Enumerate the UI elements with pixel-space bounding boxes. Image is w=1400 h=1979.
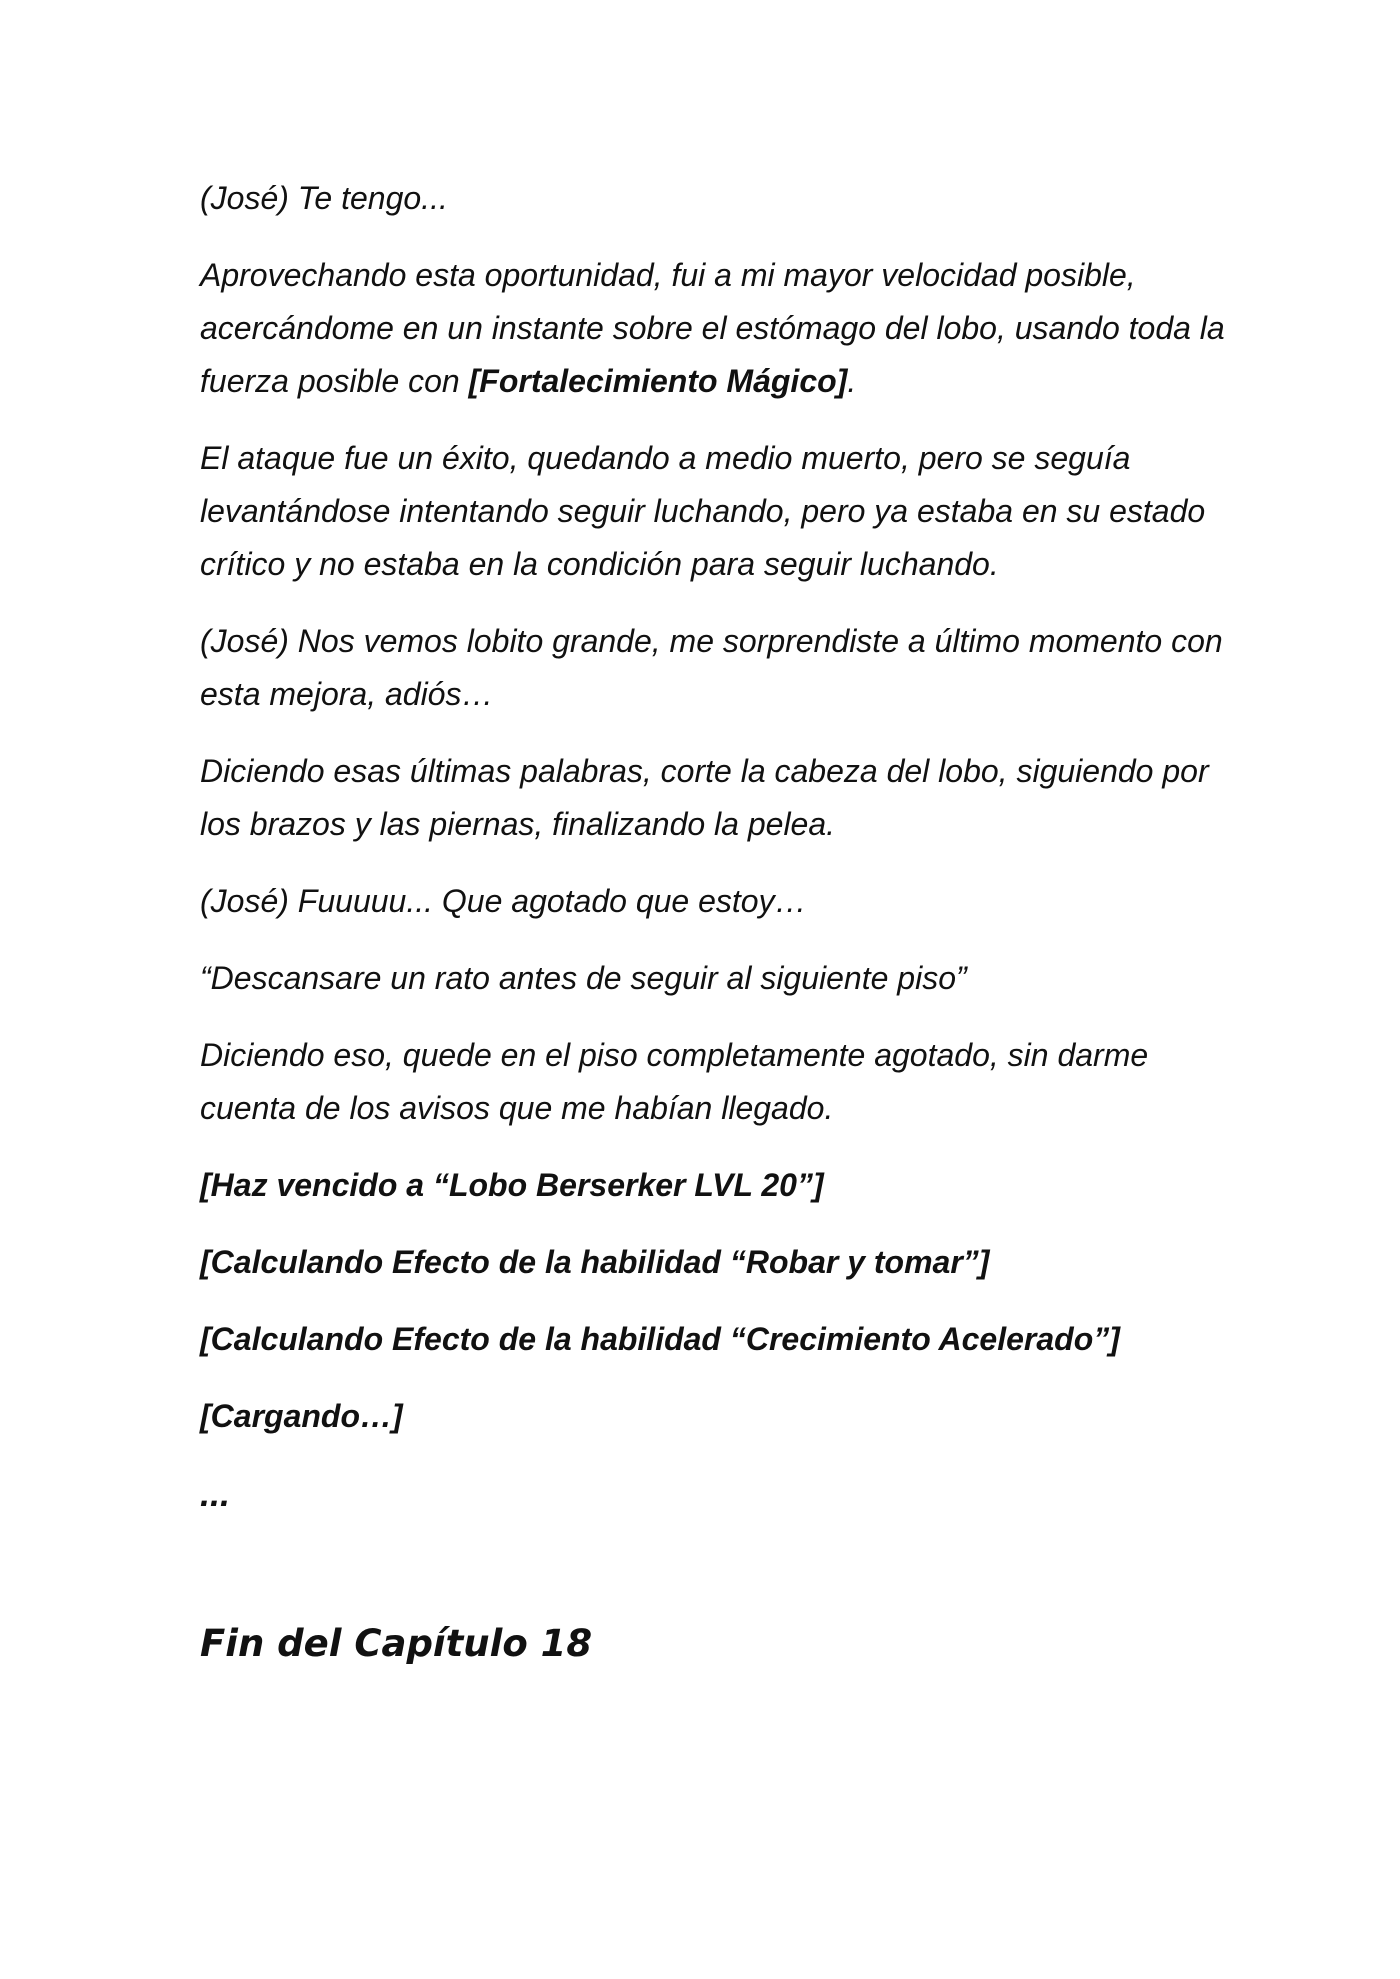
- paragraph: (José) Fuuuuu... Que agotado que estoy…: [200, 883, 807, 919]
- chapter-end-title: Fin del Capítulo 18: [200, 1622, 593, 1665]
- system-message: [Haz vencido a “Lobo Berserker LVL 20”]: [200, 1167, 824, 1203]
- paragraph: (José) Te tengo...: [200, 180, 448, 216]
- ellipsis: ...: [200, 1473, 231, 1514]
- paragraph: El ataque fue un éxito, quedando a medio muerto, pero se seguía levantándose intentando seguir luchando, pero ya estaba en su estado crítico y no estaba en la condición para seguir luchando.: [200, 440, 1206, 582]
- system-message: [Cargando…]: [200, 1398, 403, 1434]
- paragraph: Aprovechando esta oportunidad, fui a mi mayor velocidad posible, acercándome en un instante sobre el estómago del lobo, usando toda la fuerza posible con [Fortalecimiento Mágico].: [200, 257, 1225, 399]
- paragraph: “Descansare un rato antes de seguir al siguiente piso”: [200, 960, 967, 996]
- system-message: [Calculando Efecto de la habilidad “Crecimiento Acelerado”]: [200, 1321, 1120, 1357]
- paragraph: Diciendo esas últimas palabras, corte la cabeza del lobo, siguiendo por los brazos y las piernas, finalizando la pelea.: [200, 753, 1209, 842]
- paragraph: Diciendo eso, quede en el piso completamente agotado, sin darme cuenta de los avisos que me habían llegado.: [200, 1037, 1149, 1126]
- system-message: [Calculando Efecto de la habilidad “Robar y tomar”]: [200, 1244, 990, 1280]
- chapter-text: [200, 172, 1240, 1520]
- skill-name: [Fortalecimiento Mágico]: [468, 363, 848, 399]
- paragraph: (José) Nos vemos lobito grande, me sorprendiste a último momento con esta mejora, adiós…: [200, 623, 1223, 712]
